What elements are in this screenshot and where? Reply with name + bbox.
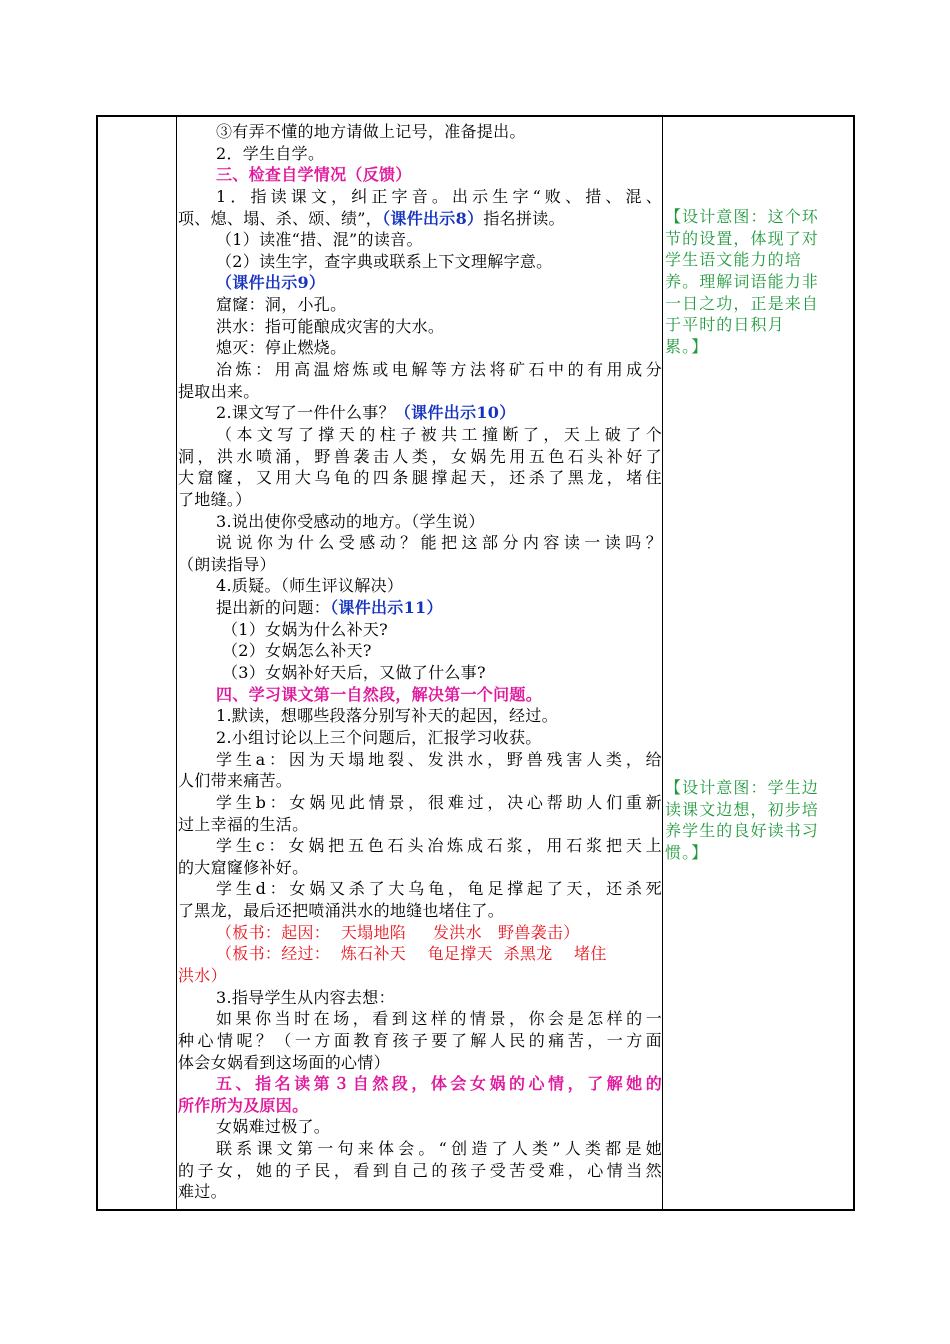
text-line: 洞，洪水喷涌，野兽袭击人类，女娲先用五色石头补好了 xyxy=(178,446,662,466)
section-heading: 四、学习课文第一自然段，解决第一个问题。 xyxy=(216,684,543,704)
student-answer: 学生d：女娲又杀了大乌龟，龟足撑起了天，还杀死 xyxy=(216,879,662,899)
note-line: 于平时的日积月 xyxy=(665,315,785,335)
definition: 冶炼：用高温熔炼或电解等方法将矿石中的有用成分 xyxy=(216,360,662,380)
text-line: 体会女娲看到这场面的心情） xyxy=(178,1052,390,1072)
text-line: 项、熄、塌、杀、颂、绩”，（课件出示8）指名拼读。 xyxy=(178,208,565,228)
definition: 熄灭：停止燃烧。 xyxy=(216,338,347,358)
note-line: 一日之功，正是来自 xyxy=(665,293,819,313)
student-answer: 学生a：因为天塌地裂、发洪水，野兽残害人类，给 xyxy=(216,749,662,769)
column-divider-right xyxy=(662,117,663,1209)
definition: 窟窿：洞，小孔。 xyxy=(216,295,347,315)
note-line: 【设计意图：学生边 xyxy=(665,778,819,797)
text-line: 联系课文第一句来体会。“创造了人类”人类都是她 xyxy=(216,1139,662,1159)
board-note: 洪水） xyxy=(178,965,227,985)
note-line: 节的设置，体现了对 xyxy=(665,228,819,248)
text-line: 2．学生自学。 xyxy=(216,143,325,163)
section-heading: 所作所为及原因。 xyxy=(178,1095,309,1115)
text-line: （2）读生字，查字典或联系上下文理解字意。 xyxy=(216,251,553,271)
note-line: 【设计意图：这个环 xyxy=(665,207,819,226)
section-heading: 五、指名读第３自然段，体会女娲的心情，了解她的 xyxy=(216,1074,662,1094)
note-line: 读课文边想，初步培 xyxy=(665,799,819,819)
text-line: 女娲难过极了。 xyxy=(216,1117,331,1137)
text-line: （本文写了撑天的柱子被共工撞断了，天上破了个 xyxy=(216,424,662,444)
text-line: 难过。 xyxy=(178,1182,227,1202)
design-intent-note-2 xyxy=(665,777,849,864)
text-line: 的子女，她的子民，看到自己的孩子受苦受难，心情当然 xyxy=(178,1160,662,1180)
question: （2）女娲怎么补天? xyxy=(222,641,372,661)
text-line: 种心情呢？（一方面教育孩子要了解人民的痛苦，一方面 xyxy=(178,1030,662,1050)
text-line: ③有弄不懂的地方请做上记号，准备提出。 xyxy=(216,122,526,141)
student-answer: 学生c：女娲把五色石头冶炼成石浆，用石浆把天上 xyxy=(216,836,662,856)
student-answer: 了黑龙，最后还把喷涌洪水的地缝也堵住了。 xyxy=(178,901,505,921)
courseware-label: （课件出示8） xyxy=(382,208,484,228)
text-line: 2.小组讨论以上三个问题后，汇报学习收获。 xyxy=(216,727,542,747)
definition: 提取出来。 xyxy=(178,381,260,401)
text-line: 3.指导学生从内容去想： xyxy=(216,987,395,1007)
text-line: 大窟窿，又用大乌龟的四条腿撑起天，还杀了黑龙，堵住 xyxy=(178,468,662,488)
courseware-label: （课件出示9） xyxy=(216,273,326,293)
text-line: 1.默读，想哪些段落分别写补天的起因，经过。 xyxy=(216,706,558,726)
student-answer: 过上幸福的生活。 xyxy=(178,814,309,834)
text-line: 3.说出使你受感动的地方。（学生说） xyxy=(216,511,485,531)
student-answer: 学生b：女娲见此情景，很难过，决心帮助人们重新 xyxy=(216,792,662,812)
note-line: 学生语文能力的培 xyxy=(665,250,802,270)
text-line: 说说你为什么受感动？能把这部分内容读一读吗？ xyxy=(216,533,662,553)
text-line: （1）读准“措、混”的读音。 xyxy=(216,230,423,250)
courseware-label: （课件出示11） xyxy=(330,598,443,618)
text-line: 2.课文写了一件什么事？（课件出示10） xyxy=(216,403,516,423)
teaching-process-column xyxy=(178,121,662,1203)
lesson-table xyxy=(96,115,855,1211)
courseware-label: （课件出示10） xyxy=(394,403,516,423)
note-line: 累。】 xyxy=(665,336,709,356)
definition: 洪水：指可能酿成灾害的大水。 xyxy=(216,316,445,336)
text-line: 如果你当时在场，看到这样的情景，你会是怎样的一 xyxy=(216,1009,662,1029)
board-note: （板书：起因： 天塌地陷 发洪水 野兽袭击） xyxy=(216,922,580,942)
design-intent-note-1 xyxy=(665,206,849,357)
note-line: 养学生的良好读书习 xyxy=(665,821,819,841)
question: （1）女娲为什么补天? xyxy=(222,619,389,639)
column-divider-left xyxy=(176,117,177,1209)
text-line: 了地缝。） xyxy=(178,489,252,509)
text-line: 提出新的问题：（课件出示11） xyxy=(216,598,443,618)
note-line: 养。理解词语能力非 xyxy=(665,271,819,291)
text-line: 1．指读课文，纠正字音。出示生字“败、措、混、 xyxy=(216,186,662,206)
text-line: 4.质疑。（师生评议解决） xyxy=(216,576,404,596)
section-heading: 三、检查自学情况（反馈） xyxy=(216,165,412,185)
student-answer: 的大窟窿修补好。 xyxy=(178,857,309,877)
note-line: 惯。】 xyxy=(665,842,709,862)
question: （3）女娲补好天后，又做了什么事? xyxy=(222,663,486,683)
student-answer: 人们带来痛苦。 xyxy=(178,771,293,791)
text-line: （朗读指导） xyxy=(178,554,276,574)
board-note: （板书：经过： 炼石补天 龟足撑天 杀黑龙 堵住 xyxy=(216,944,607,964)
